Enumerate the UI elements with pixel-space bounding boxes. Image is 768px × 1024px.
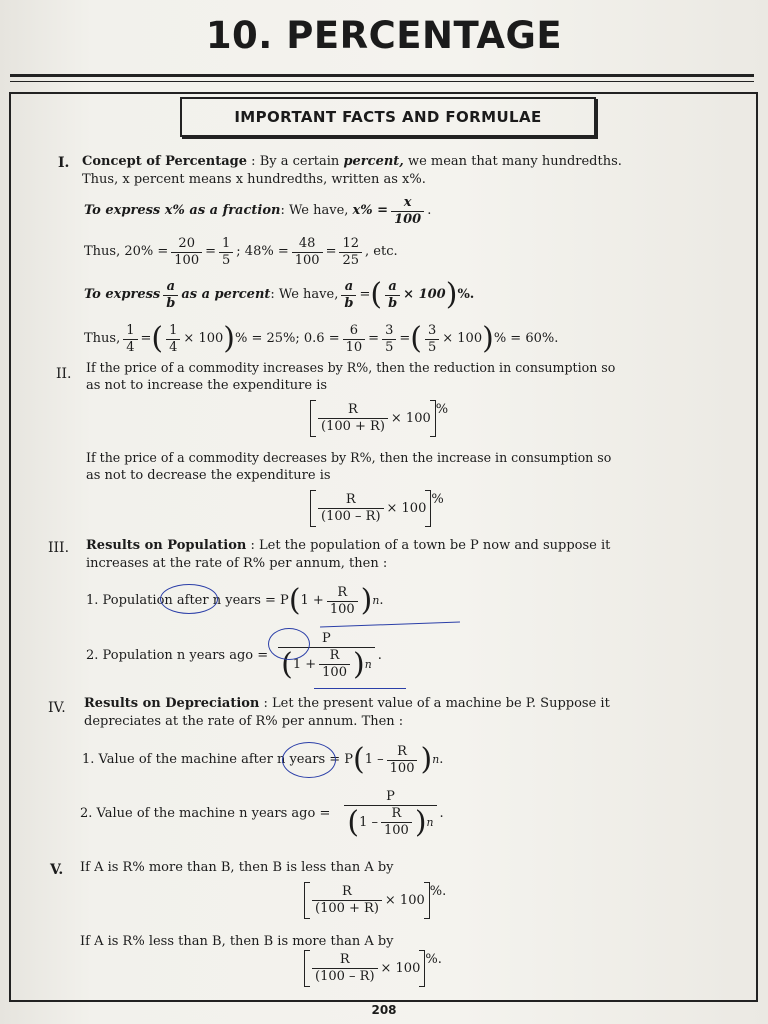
fraction-examples: Thus, 20% = $\frac{20}{100}$ = $\frac{1}{5}$ ; 48% = $\frac{48}{100}$ = $\frac{12}{25}$ , etc.	[84, 235, 398, 268]
population-line-1: Results on Population : Let the population of a town be P now and suppose it	[86, 538, 611, 553]
example-lead: Thus, 20% =	[84, 244, 169, 259]
population-ago: 2. Population n years ago = P ( 1 + $\frac{R}{100}$ ) n .	[86, 631, 382, 682]
less-than-line: If A is R% less than B, then B is more than A by	[80, 934, 394, 949]
formula-more-than: $\frac{R}{(100 + R)}$ × 100 %.	[304, 882, 446, 919]
section-heading: IMPORTANT FACTS AND FORMULAE	[234, 108, 542, 126]
population-heading: Results on Population	[86, 538, 247, 553]
numeral-5: V.	[50, 862, 64, 878]
price-increase-line-2: as not to increase the expenditure is	[86, 378, 328, 393]
numeral-1: I.	[58, 155, 70, 171]
price-decrease-line-1: If the price of a commodity decreases by R%, then the increase in consumption so	[86, 450, 612, 465]
depreciation-line-2: depreciates at the rate of R% per annum. Then :	[84, 714, 404, 729]
concept-text-a: : By a certain	[247, 154, 344, 169]
value-after: 1. Value of the machine after n years = P ( 1 – $\frac{R}{100}$ ) n .	[82, 742, 444, 777]
title-rule-thick	[10, 74, 754, 77]
fraction-rule-text: : We have,	[280, 203, 349, 218]
formula-less-than: $\frac{R}{(100 - R)}$ × 100 %.	[304, 950, 442, 987]
pen-circle-ago	[268, 628, 310, 660]
section-heading-box	[180, 97, 596, 137]
numeral-3: III.	[48, 540, 70, 556]
formula-increase: $\frac{R}{(100 - R)}$ × 100 %	[310, 490, 444, 527]
concept-text-b: we mean that many hundredths.	[403, 154, 622, 169]
price-decrease-line-2: as not to decrease the expenditure is	[86, 468, 331, 483]
depreciation-heading: Results on Depreciation	[84, 696, 260, 711]
more-than-line: If A is R% more than B, then B is less than A by	[80, 860, 394, 875]
fraction-rule-lead: To express x% as a fraction	[84, 203, 281, 218]
percent-rule-mid: as a percent	[181, 287, 271, 302]
pen-circle-after-2	[282, 742, 336, 778]
population-after: 1. Population after n years = P ( 1 + $\frac{R}{100}$ ) n .	[86, 583, 384, 618]
population-line-2: increases at the rate of R% per annum, then :	[86, 556, 388, 571]
concept-heading: Concept of Percentage	[82, 154, 248, 169]
fraction-rule: To express x% as a fraction : We have, x% = $\frac{x}{100}$ .	[84, 194, 432, 227]
pen-circle-after-1	[160, 584, 218, 614]
price-increase-line-1: If the price of a commodity increases by R%, then the reduction in consumption so	[86, 360, 616, 375]
page-title: 10. PERCENTAGE	[205, 14, 563, 57]
title-rule-thin	[10, 81, 754, 82]
concept-line-1	[82, 154, 622, 170]
concept-line-2: Thus, x percent means x hundredths, written as x%.	[82, 172, 426, 187]
value-ago: 2. Value of the machine n years ago = P ( 1 – $\frac{R}{100}$ ) n .	[80, 789, 444, 840]
numeral-4: IV.	[48, 700, 66, 716]
formula-reduction: $\frac{R}{(100 + R)}$ × 100 %	[310, 400, 448, 437]
pen-underline-2	[314, 688, 406, 689]
percent-rule-lead: To express	[84, 287, 161, 302]
concept-keyword: percent,	[343, 154, 404, 169]
numeral-2: II.	[56, 366, 72, 382]
depreciation-line-1: Results on Depreciation : Let the present value of a machine be P. Suppose it	[84, 696, 610, 711]
fraction-rule-lhs: x% =	[352, 203, 389, 218]
page-number: 208	[371, 1003, 397, 1017]
fraction-x-over-100: $\frac{x}{100}$	[391, 195, 424, 228]
percent-examples: Thus, $\frac{1}{4}$ = ( $\frac{1}{4}$ × 100 ) % = 25%; 0.6 = $\frac{6}{10}$ = $\frac{3}{5}$ = ( $\frac{3}{5}$ × 100 ) % = 60%.	[84, 321, 559, 356]
percent-rule: To express $\frac{a}{b}$ as a percent : We have, $\frac{a}{b}$ = ( $\frac{a}{b}$ × 100 ) %.	[84, 277, 475, 312]
